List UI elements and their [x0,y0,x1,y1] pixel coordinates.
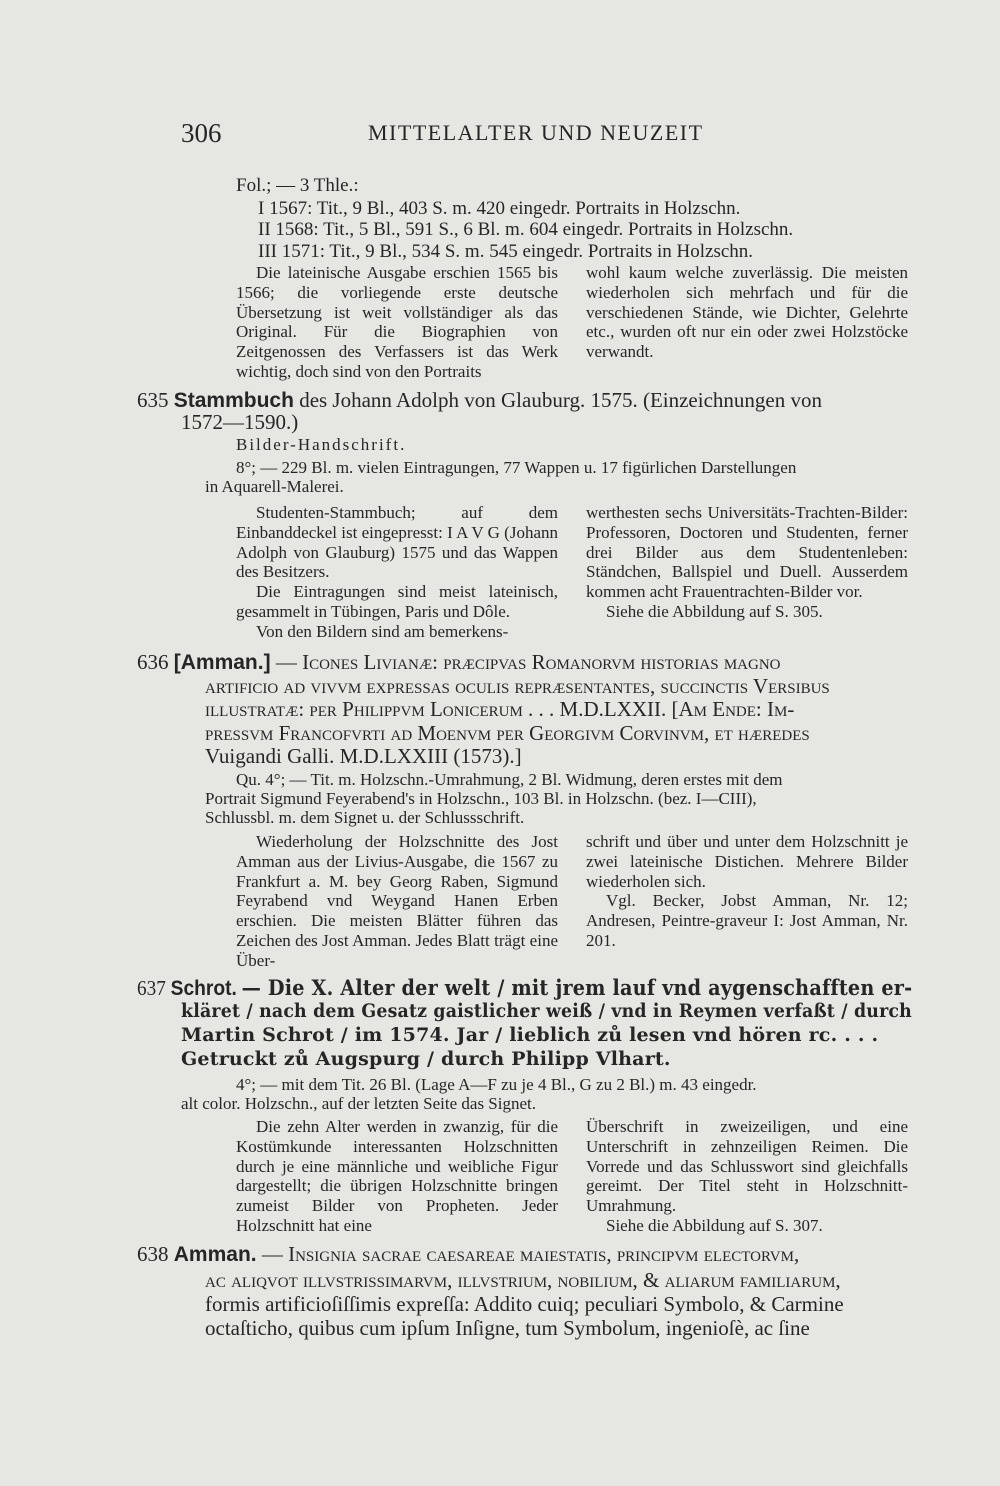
entry-title-line: Vuigandi Galli. M.D.LXXIII (1573).] [205,744,522,768]
entry-title-line [137,977,912,999]
volume-line: II 1568: Tit., 5 Bl., 591 S., 6 Bl. m. 604 eingedr. Portraits in Holzschn. [258,219,794,240]
annotation-paragraph: Die Eintragungen sind meist lateinisch, gesammelt in Tübingen, Paris und Dôle. [236,582,558,621]
annotation-paragraph: Überschrift in zweizeiligen, und eine Unterschrift in zehnzeiligen Reimen. Die Vorrede und das Schlusswort sind gleichfalls gereimt. Der Titel steht in Holzschnitt-Umrahmung. [586,1117,908,1216]
annotation-paragraph: werthesten sechs Universitäts-Trachten-Bilder: Professoren, Doctoren und Studenten, ferner drei Bilder aus dem Studentenleben: Ständchen, Ballspiel und Duell. Ausserdem kommen acht Frauentrachten-Bilder vor. [586,503,908,602]
annotation-paragraph: schrift und über und unter dem Holzschnitt je zwei lateinische Distichen. Mehrere Bilder wiederholen sich. [586,832,908,891]
entry-title-line [137,1244,799,1265]
annotation-paragraph: Von den Bildern sind am bemerkens- [256,621,509,641]
annotation-paragraph: Siehe die Abbildung auf S. 305. [606,601,823,621]
entry-number: 636 [137,650,169,674]
entry-title-line: illuſtratæ: per Philippvm Lonicerum . . . M.D.LXXII. [Am Ende: Im- [205,697,795,721]
entry-title-line: kläret / nach dem Gesatz gaistlicher weiß / vnd in Reymen verfaßt / durch [181,1000,912,1022]
volume-line: I 1567: Tit., 9 Bl., 403 S. m. 420 eingedr. Portraits in Holzschn. [258,198,741,219]
entry-title-line [137,652,780,673]
entry-title-text: — Icones Livianæ: præcipvas Romanorvm historias magno [275,650,781,674]
entry-title-text: des Johann Adolph von Glauburg. 1575. (Einzeichnungen von [299,388,822,412]
entry-number: 637 [137,976,166,1000]
entry-title-line [137,390,822,411]
volume-line: III 1571: Tit., 9 Bl., 534 S. m. 545 eingedr. Portraits in Holzschn. [258,241,754,262]
annotation-left-column [236,263,558,382]
entry-subtitle: Bilder-Handschrift. [236,435,407,454]
annotation-paragraph: Vgl. Becker, Jobst Amman, Nr. 12; Andresen, Peintre-graveur I: Jost Amman, Nr. 201. [586,891,908,950]
annotation-right-column [586,832,908,951]
entry-title-line: formis artificioſiſſimis expreſſa: Addito cuiq; peculiari Symbolo, & Carmine [205,1292,844,1316]
annotation-right-column [586,1117,908,1236]
annotation-right-column [586,263,908,362]
entry-number: 638 [137,1242,169,1266]
entry-title-line: artificio ad vivvm expresſas oculis repræſentantes, ſuccinctis Verſibus [205,674,830,698]
page-header [181,118,911,152]
entry-title-line: ac aliqvot illvstrissimarvm, illvſtrium, nobilium, & aliarum familiarum, [205,1268,841,1292]
annotation-left-column [236,832,558,971]
running-title: MITTELALTER UND NEUZEIT [368,120,704,145]
entry-title-line: 1572—1590.) [181,410,299,434]
entry-heading: Schrot. [170,977,237,1000]
entry-title-line: Martin Schrot / im 1574. Jar / lieblich zů lesen vnd hören rc. . . . [181,1024,879,1046]
annotation-paragraph: Siehe die Abbildung auf S. 307. [606,1215,823,1235]
annotation-right-column [586,503,908,622]
entry-title-line: pressvm Francofvrti ad Moenvm per Georgivm Corvinvm, et hæredes [205,721,810,745]
annotation-paragraph: wohl kaum welche zuverlässig. Die meisten wiederholen sich mehrfach und für die verschiedenen Stände, wie Dichter, Gelehrte etc., wurden oft nur ein oder zwei Holzstöcke verwandt. [586,263,908,362]
entry-heading: Amman. [173,1243,257,1266]
collation-line: 4°; — mit dem Tit. 26 Bl. (Lage A—F zu je 4 Bl., G zu 2 Bl.) m. 43 eingedr. [236,1075,757,1094]
entry-title-text: — Die X. Alter der welt / mit jrem lauf vnd aygenschafften er- [241,975,913,1000]
collation-line: 8°; — 229 Bl. m. vielen Eintragungen, 77 Wappen u. 17 figürlichen Darstellungen [236,458,797,477]
page-number: 306 [181,118,222,148]
annotation-paragraph: Die lateinische Ausgabe erschien 1565 bis 1566; die vorliegende erste deutsche Übersetzung ist weit vollständiger als das Original. Für die Biographien von Zeitgenossen des Verfassers ist das Werk wichtig, doch sind von den Portraits [236,263,558,381]
entry-heading: [Amman.] [173,651,271,674]
annotation-paragraph: Studenten-Stammbuch; auf dem Einbanddeckel ist eingepresst: I A V G (Johann Adolph von Glauburg) 1575 und das Wappen des Besitzers. [236,503,558,582]
annotation-left-column [236,503,558,642]
annotation-paragraph: Die zehn Alter werden in zwanzig, für die Kostümkunde interessanten Holzschnitten durch je eine männliche und weibliche Figur dargestellt; die übrigen Holzschnitte bringen zumeist Bilder von Propheten. Jeder Holzschnitt hat eine [236,1117,558,1235]
collation-line: Portrait Sigmund Feyerabend's in Holzschn., 103 Bl. in Holzschn. (bez. I—CIII), [205,789,757,808]
entry-title-line: octaſticho, quibus cum ipſum Inſigne, tum Symbolum, ingenioſè, ac ſine [205,1316,810,1340]
entry-number: 635 [137,388,169,412]
entry-title-text: — Insignia sacrae caesareae maiestatis, principvm electorvm, [261,1242,800,1266]
annotation-left-column [236,1117,558,1236]
collation-line: Fol.; — 3 Thle.: [236,175,359,196]
collation-line: Schlussbl. m. dem Signet u. der Schlussschrift. [205,808,525,827]
entry-title-line: Getruckt zů Augspurg / durch Philipp Vlhart. [181,1048,671,1070]
annotation-paragraph: Wiederholung der Holzschnitte des Jost Amman aus der Livius-Ausgabe, die 1567 zu Frankfurt a. M. bey Georg Raben, Sigmund Feyrabend vnd Weygand Hanen Erben erschien. Die meisten Blätter führen das Zeichen des Jost Amman. Jedes Blatt trägt eine Über- [236,832,558,970]
entry-heading: Stammbuch [173,389,294,412]
collation-line: alt color. Holzschn., auf der letzten Seite das Signet. [181,1094,537,1113]
collation-line: Qu. 4°; — Tit. m. Holzschn.-Umrahmung, 2 Bl. Widmung, deren erstes mit dem [236,770,783,789]
collation-line: in Aquarell-Malerei. [205,477,344,496]
